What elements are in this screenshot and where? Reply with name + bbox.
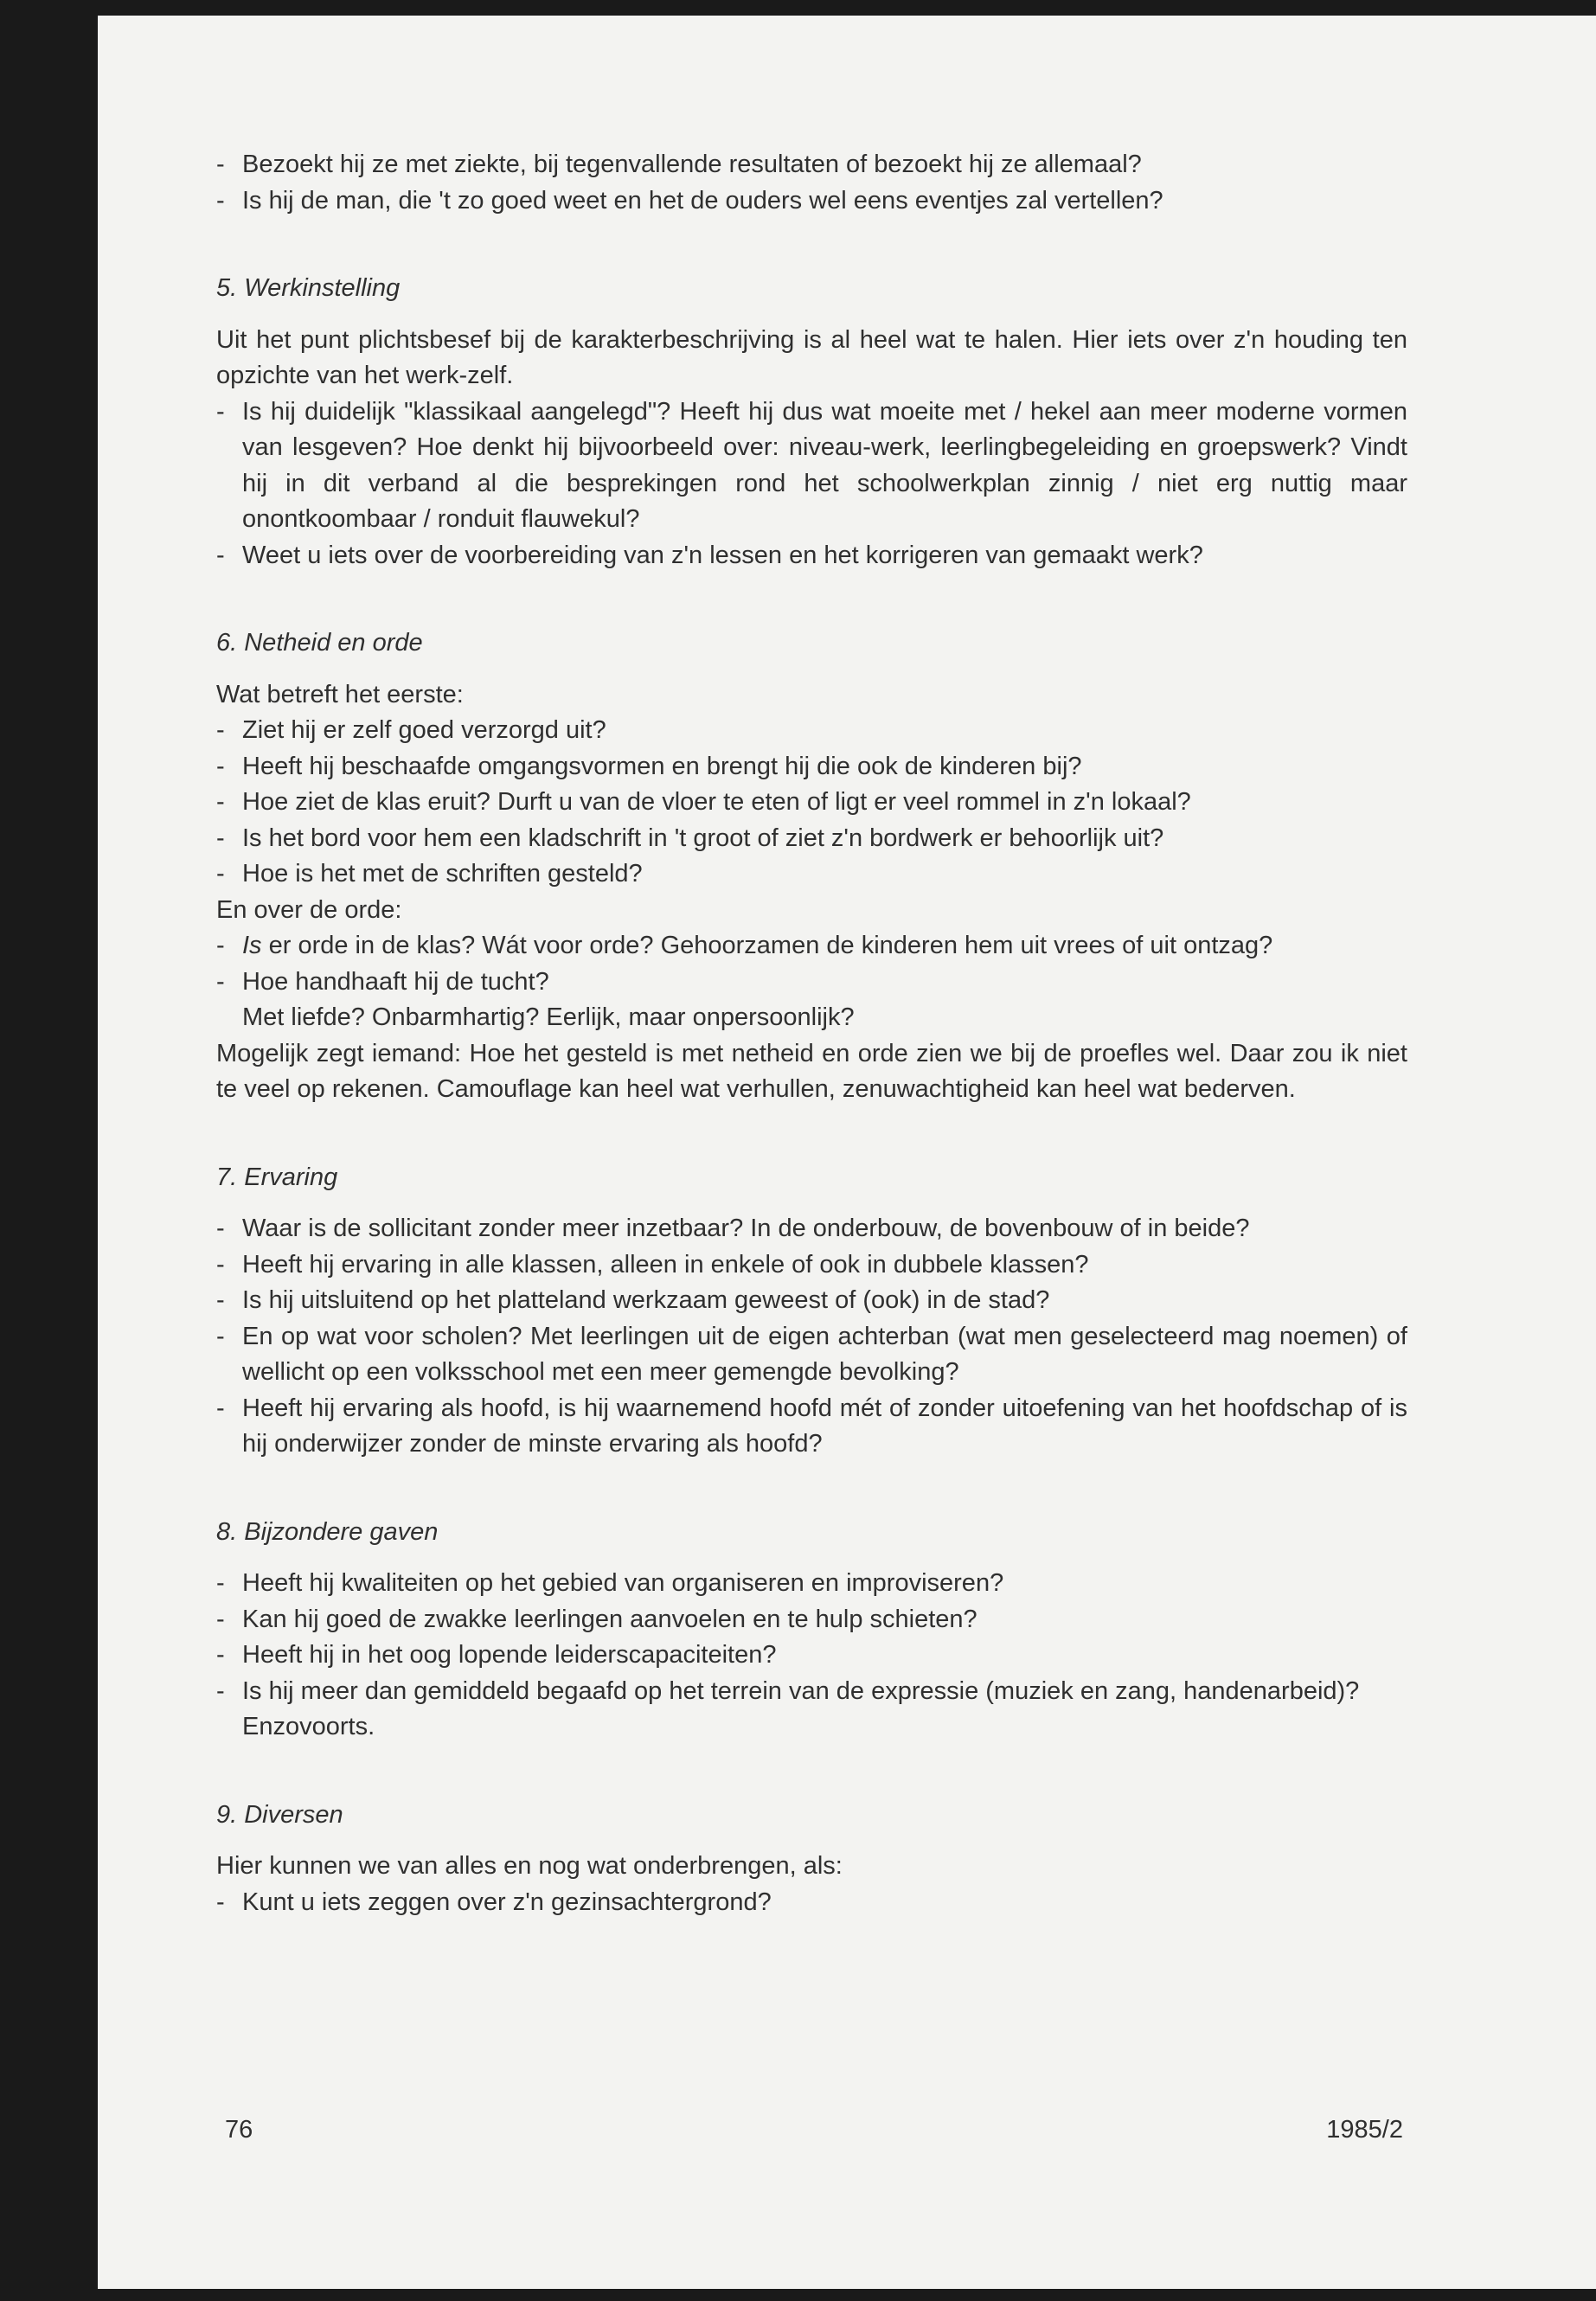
list-item: - Is het bord voor hem een kladschrift in 't groot of ziet z'n bordwerk er behoorlijk uit?	[216, 821, 1407, 857]
question-list	[216, 713, 1407, 893]
section-diversen	[216, 1798, 1407, 1921]
list-item: - Ziet hij er zelf goed verzorgd uit?	[216, 713, 1407, 749]
list-item: - Heeft hij in het oog lopende leiderscapaciteiten?	[216, 1638, 1407, 1674]
section-heading: 5. Werkinstelling	[216, 274, 401, 302]
section-heading: 9. Diversen	[216, 1800, 343, 1829]
list-item-text: er orde in de klas? Wát voor orde? Gehoorzamen de kinderen hem uit vrees of uit ontzag?	[261, 932, 1273, 959]
question-list	[216, 1885, 1407, 1921]
list-item: - En op wat voor scholen? Met leerlingen uit de eigen achterban (wat men geselecteerd mag noemen) of wellicht op een volksschool met een meer gemengde bevolking?	[216, 1319, 1407, 1391]
list-item: - Bezoekt hij ze met ziekte, bij tegenvallende resultaten of bezoekt hij ze allemaal?	[216, 147, 1407, 183]
question-list	[216, 394, 1407, 574]
list-item: - Heeft hij beschaafde omgangsvormen en brengt hij die ook de kinderen bij?	[216, 749, 1407, 785]
list-item: - Heeft hij ervaring in alle klassen, alleen in enkele of ook in dubbele klassen?	[216, 1247, 1407, 1284]
orde-intro: En over de orde:	[216, 895, 402, 924]
section-intro: Hier kunnen we van alles en nog wat onderbrengen, als:	[216, 1852, 843, 1880]
question-list	[216, 1566, 1407, 1746]
list-item	[216, 928, 1407, 965]
list-item-text: - Hoe handhaaft hij de tucht?	[242, 967, 549, 996]
list-item: - Heeft hij kwaliteiten op het gebied van organiseren en improviseren?	[216, 1566, 1407, 1602]
list-item	[216, 965, 1407, 1036]
list-item: - Is hij uitsluitend op het platteland werkzaam geweest of (ook) in de stad?	[216, 1283, 1407, 1319]
list-item: - Is hij meer dan gemiddeld begaafd op het terrein van de expressie (muziek en zang, handenarbeid)? Enzovoorts.	[216, 1674, 1407, 1746]
page-body	[216, 147, 1407, 1920]
section-intro: Uit het punt plichtsbesef bij de karakterbeschrijving is al heel wat te halen. Hier iets over z'n houding ten opzichte van het werk-zelf.	[216, 325, 1407, 389]
list-item: - Kan hij goed de zwakke leerlingen aanvoelen en te hulp schieten?	[216, 1602, 1407, 1638]
list-item: - Heeft hij ervaring als hoofd, is hij waarnemend hoofd mét of zonder uitoefening van het hoofdschap of is hij onderwijzer zonder de minste ervaring als hoofd?	[216, 1391, 1407, 1463]
section-bijzondere-gaven	[216, 1515, 1407, 1746]
section-heading: 8. Bijzondere gaven	[216, 1517, 439, 1546]
issue-number: 1985/2	[1326, 2116, 1403, 2144]
section-werkinstelling	[216, 271, 1407, 574]
list-item: - Is hij de man, die 't zo goed weet en het de ouders wel eens eventjes zal vertellen?	[216, 183, 1407, 220]
list-item-continuation: Met liefde? Onbarmhartig? Eerlijk, maar onpersoonlijk?	[242, 1003, 855, 1031]
emphasis: Is	[242, 932, 262, 959]
list-item: - Hoe is het met de schriften gesteld?	[216, 856, 1407, 893]
page-number: 76	[225, 2116, 253, 2144]
list-item: - Is hij duidelijk "klassikaal aangelegd"? Heeft hij dus wat moeite met / hekel aan meer moderne vormen van lesgeven? Hoe denkt hij bijvoorbeeld over: niveau-werk, leerlingbegeleiding en groepswerk? Vindt hij in dit verband al die besprekingen rond het schoolwerkplan zinnig / niet erg nuttig maar onontkoombaar / ronduit flauwekul?	[216, 394, 1407, 538]
list-item: - Hoe ziet de klas eruit? Durft u van de vloer te eten of ligt er veel rommel in z'n lokaal?	[216, 785, 1407, 821]
orde-question-list	[216, 928, 1407, 1036]
list-item: - Waar is de sollicitant zonder meer inzetbaar? In de onderbouw, de bovenbouw of in beide?	[216, 1211, 1407, 1247]
continued-question-list	[216, 147, 1407, 219]
list-item: - Weet u iets over de voorbereiding van z'n lessen en het korrigeren van gemaakt werk?	[216, 538, 1407, 574]
list-item: - Kunt u iets zeggen over z'n gezinsachtergrond?	[216, 1885, 1407, 1921]
section-ervaring	[216, 1160, 1407, 1463]
section-heading: 7. Ervaring	[216, 1163, 338, 1191]
document-page	[98, 16, 1596, 2289]
question-list	[216, 1211, 1407, 1463]
section-closing: Mogelijk zegt iemand: Hoe het gesteld is met netheid en orde zien we bij de proefles wel. Daar zou ik niet te veel op rekenen. Camouflage kan heel wat verhullen, zenuwachtigheid kan heel wat bederven.	[216, 1039, 1407, 1103]
section-heading: 6. Netheid en orde	[216, 629, 423, 657]
section-intro: Wat betreft het eerste:	[216, 680, 464, 708]
section-netheid-en-orde	[216, 625, 1407, 1108]
